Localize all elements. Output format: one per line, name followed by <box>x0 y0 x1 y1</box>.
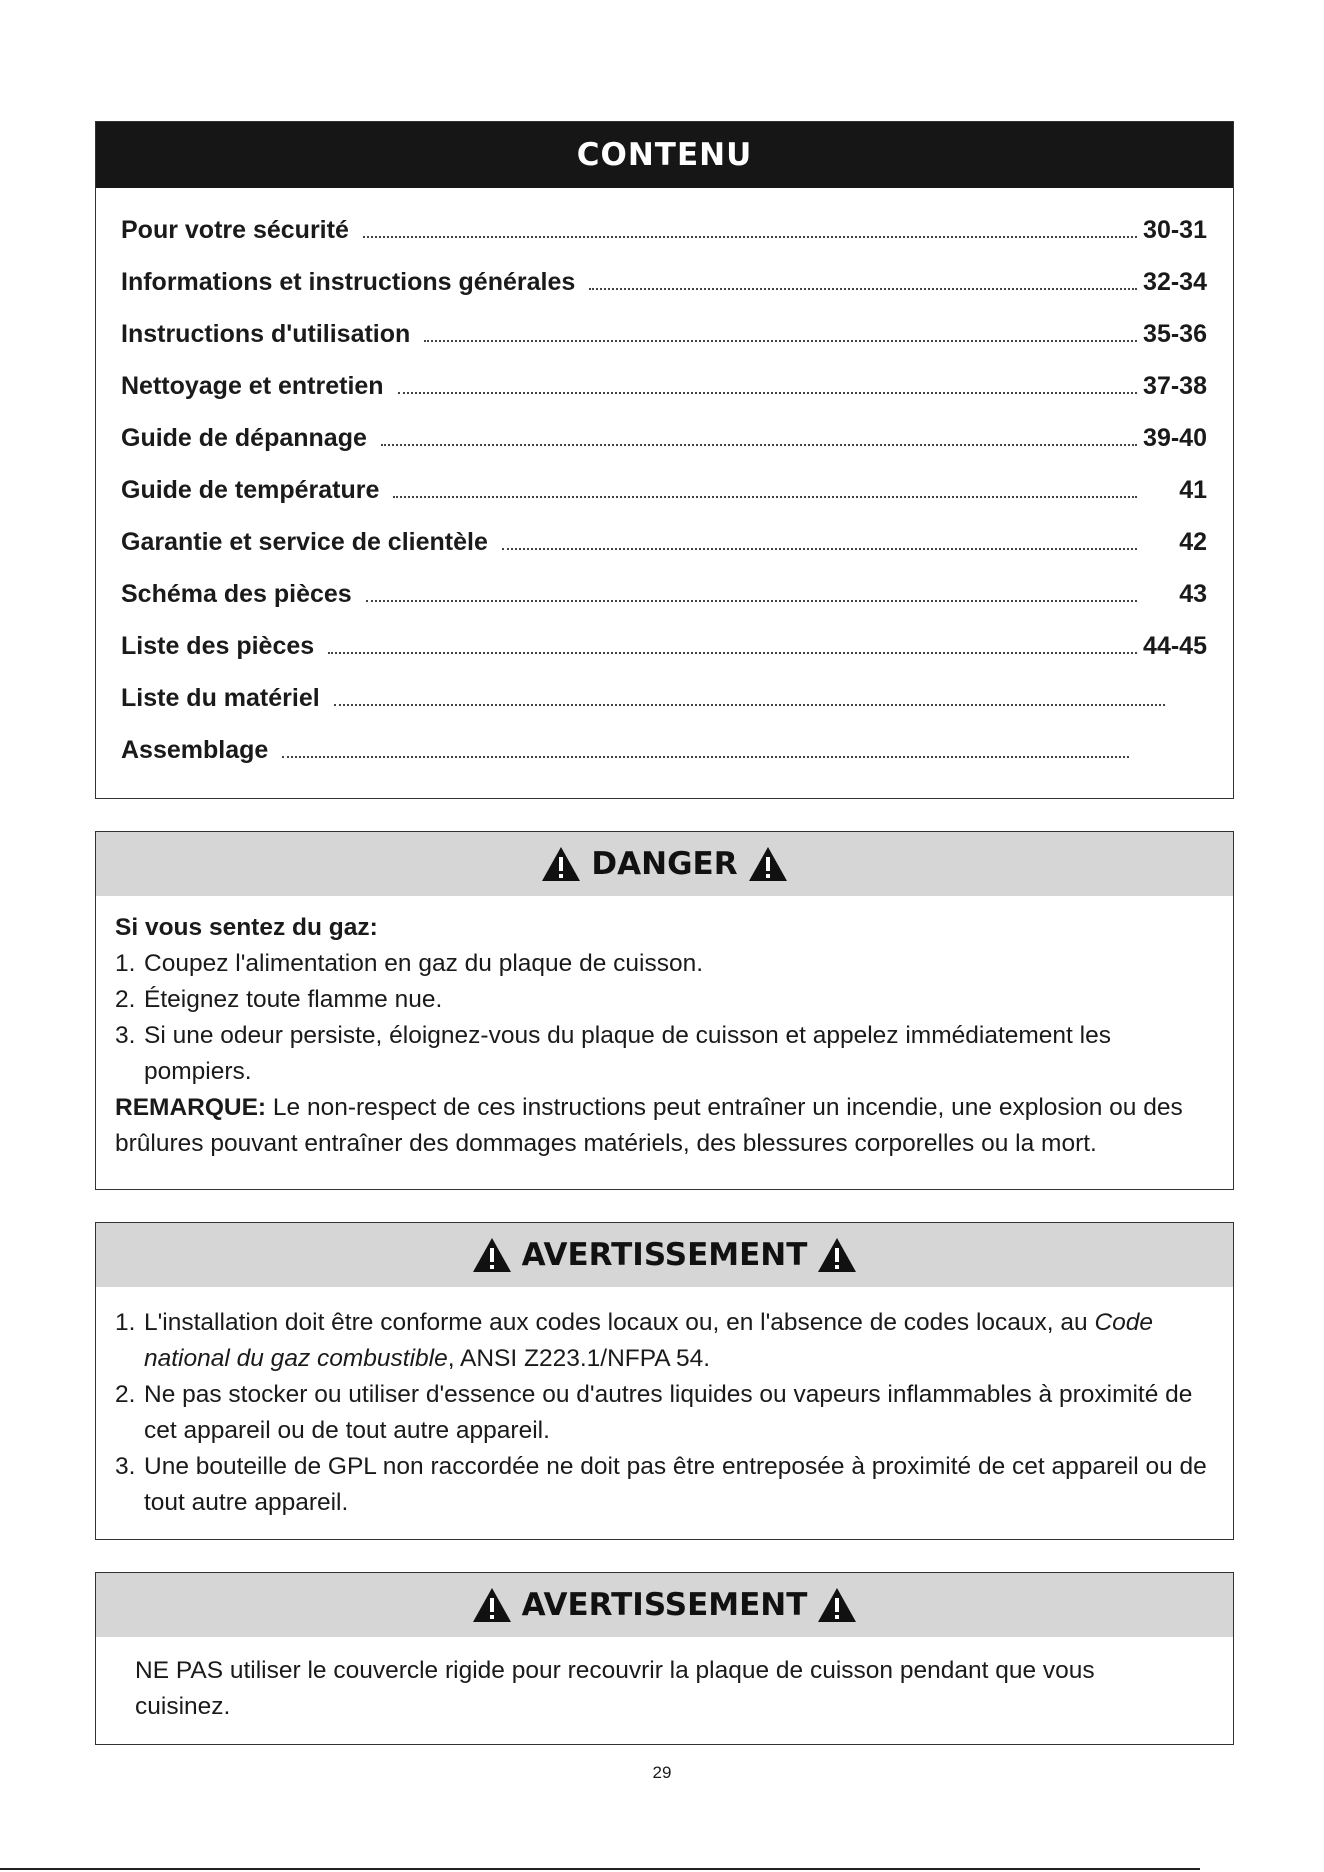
warning-header <box>96 1573 1233 1637</box>
toc-entry-title: Assemblage <box>121 736 269 764</box>
warning-triangle-icon <box>472 1237 512 1273</box>
toc-entry[interactable] <box>121 580 1207 632</box>
danger-steps <box>115 946 1223 1090</box>
warning-triangle-icon <box>541 846 581 882</box>
item-number: 3. <box>115 1453 136 1480</box>
toc-entry[interactable] <box>121 424 1207 476</box>
warning-title: AVERTISSEMENT <box>521 1237 808 1273</box>
contents-box <box>95 121 1234 799</box>
bottom-rule <box>0 1868 1200 1870</box>
toc-entry-title: Informations et instructions générales <box>121 268 576 296</box>
toc-entry-title: Guide de dépannage <box>121 424 367 452</box>
item-text: Coupez l'alimentation en gaz du plaque de cuisson. <box>144 950 704 977</box>
warning-box-2 <box>95 1572 1234 1745</box>
warning-header <box>96 1223 1233 1287</box>
danger-intro: Si vous sentez du gaz: <box>115 914 378 941</box>
toc-entry-title: Liste des pièces <box>121 632 315 660</box>
toc-leader-dots <box>328 636 1137 654</box>
warning-box-1 <box>95 1222 1234 1540</box>
note-label: REMARQUE: <box>115 1094 267 1121</box>
toc-entry-page: 39-40 <box>1143 424 1207 452</box>
item-number: 2. <box>115 986 136 1013</box>
toc-entry-page: 37-38 <box>1143 372 1207 400</box>
toc-leader-dots <box>366 584 1137 602</box>
toc-leader-dots <box>282 740 1129 758</box>
list-item <box>115 1305 1221 1377</box>
toc-entry[interactable] <box>121 528 1207 580</box>
warning-triangle-icon <box>817 1587 857 1623</box>
toc-entry-page: 42 <box>1179 528 1207 556</box>
item-number: 1. <box>115 1309 136 1336</box>
toc-entry[interactable] <box>121 476 1207 528</box>
toc-entry[interactable] <box>121 736 1207 788</box>
contents-title: CONTENU <box>576 137 753 173</box>
toc-entry-title: Schéma des pièces <box>121 580 352 608</box>
item-number: 2. <box>115 1381 136 1408</box>
note-text: Le non-respect de ces instructions peut entraîner un incendie, une explosion ou des brûlures pouvant entraîner des dommages matériels, des blessures corporelles ou la mort. <box>115 1094 1183 1157</box>
warning-body <box>96 1637 1233 1725</box>
toc-entry[interactable] <box>121 216 1207 268</box>
toc-entry[interactable] <box>121 372 1207 424</box>
toc-leader-dots <box>502 532 1137 550</box>
warning-triangle-icon <box>748 846 788 882</box>
warning-triangle-icon <box>472 1587 512 1623</box>
toc-entry[interactable] <box>121 268 1207 320</box>
toc-entry[interactable] <box>121 320 1207 372</box>
item-number: 1. <box>115 950 136 977</box>
toc-leader-dots <box>334 688 1165 706</box>
danger-body <box>96 896 1233 1162</box>
toc-entry-page: 43 <box>1179 580 1207 608</box>
list-item <box>115 1018 1223 1090</box>
toc-leader-dots <box>398 376 1137 394</box>
list-item <box>115 946 1223 982</box>
warning-triangle-icon <box>817 1237 857 1273</box>
item-number: 3. <box>115 1022 136 1049</box>
toc-entry-title: Garantie et service de clientèle <box>121 528 488 556</box>
warning-text: NE PAS utiliser le couvercle rigide pour recouvrir la plaque de cuisson pendant que vous cuisinez. <box>135 1657 1095 1720</box>
warning-body <box>96 1287 1233 1521</box>
toc-entry-page: 30-31 <box>1143 216 1207 244</box>
contents-header <box>96 122 1233 188</box>
danger-header <box>96 832 1233 896</box>
warning-title: AVERTISSEMENT <box>521 1587 808 1623</box>
item-text: Éteignez toute flamme nue. <box>144 986 443 1013</box>
toc-leader-dots <box>424 324 1137 342</box>
page-number: 29 <box>652 1763 672 1782</box>
toc-entry-title: Liste du matériel <box>121 684 320 712</box>
toc-entry-title: Pour votre sécurité <box>121 216 349 244</box>
list-item <box>115 982 1223 1018</box>
toc-list <box>96 188 1233 788</box>
toc-entry-title: Instructions d'utilisation <box>121 320 411 348</box>
warning-steps <box>115 1305 1221 1521</box>
toc-entry-title: Nettoyage et entretien <box>121 372 384 400</box>
item-text-tail: , ANSI Z223.1/NFPA 54. <box>447 1345 711 1372</box>
list-item <box>115 1377 1221 1449</box>
item-text: Une bouteille de GPL non raccordée ne doit pas être entreposée à proximité de cet appareil ou de tout autre appareil. <box>144 1453 1207 1516</box>
danger-title: DANGER <box>591 846 738 882</box>
toc-leader-dots <box>363 220 1137 238</box>
item-italic-text: Code national du gaz combustible <box>144 1309 1154 1372</box>
toc-entry-page: 35-36 <box>1143 320 1207 348</box>
toc-entry-page: 32-34 <box>1143 268 1207 296</box>
toc-entry[interactable] <box>121 632 1207 684</box>
toc-leader-dots <box>589 272 1137 290</box>
toc-entry[interactable] <box>121 684 1207 736</box>
item-text: L'installation doit être conforme aux codes locaux ou, en l'absence de codes locaux, au <box>144 1309 1095 1336</box>
toc-entry-page: 44-45 <box>1143 632 1207 660</box>
toc-leader-dots <box>381 428 1137 446</box>
toc-leader-dots <box>393 480 1137 498</box>
toc-entry-page: 41 <box>1179 476 1207 504</box>
list-item <box>115 1449 1221 1521</box>
toc-entry-title: Guide de température <box>121 476 380 504</box>
danger-box <box>95 831 1234 1190</box>
danger-note <box>115 1090 1223 1162</box>
item-text: Ne pas stocker ou utiliser d'essence ou d'autres liquides ou vapeurs inflammables à proximité de cet appareil ou de tout autre appareil. <box>144 1381 1193 1444</box>
item-text: Si une odeur persiste, éloignez-vous du plaque de cuisson et appelez immédiatement les pompiers. <box>144 1022 1111 1085</box>
